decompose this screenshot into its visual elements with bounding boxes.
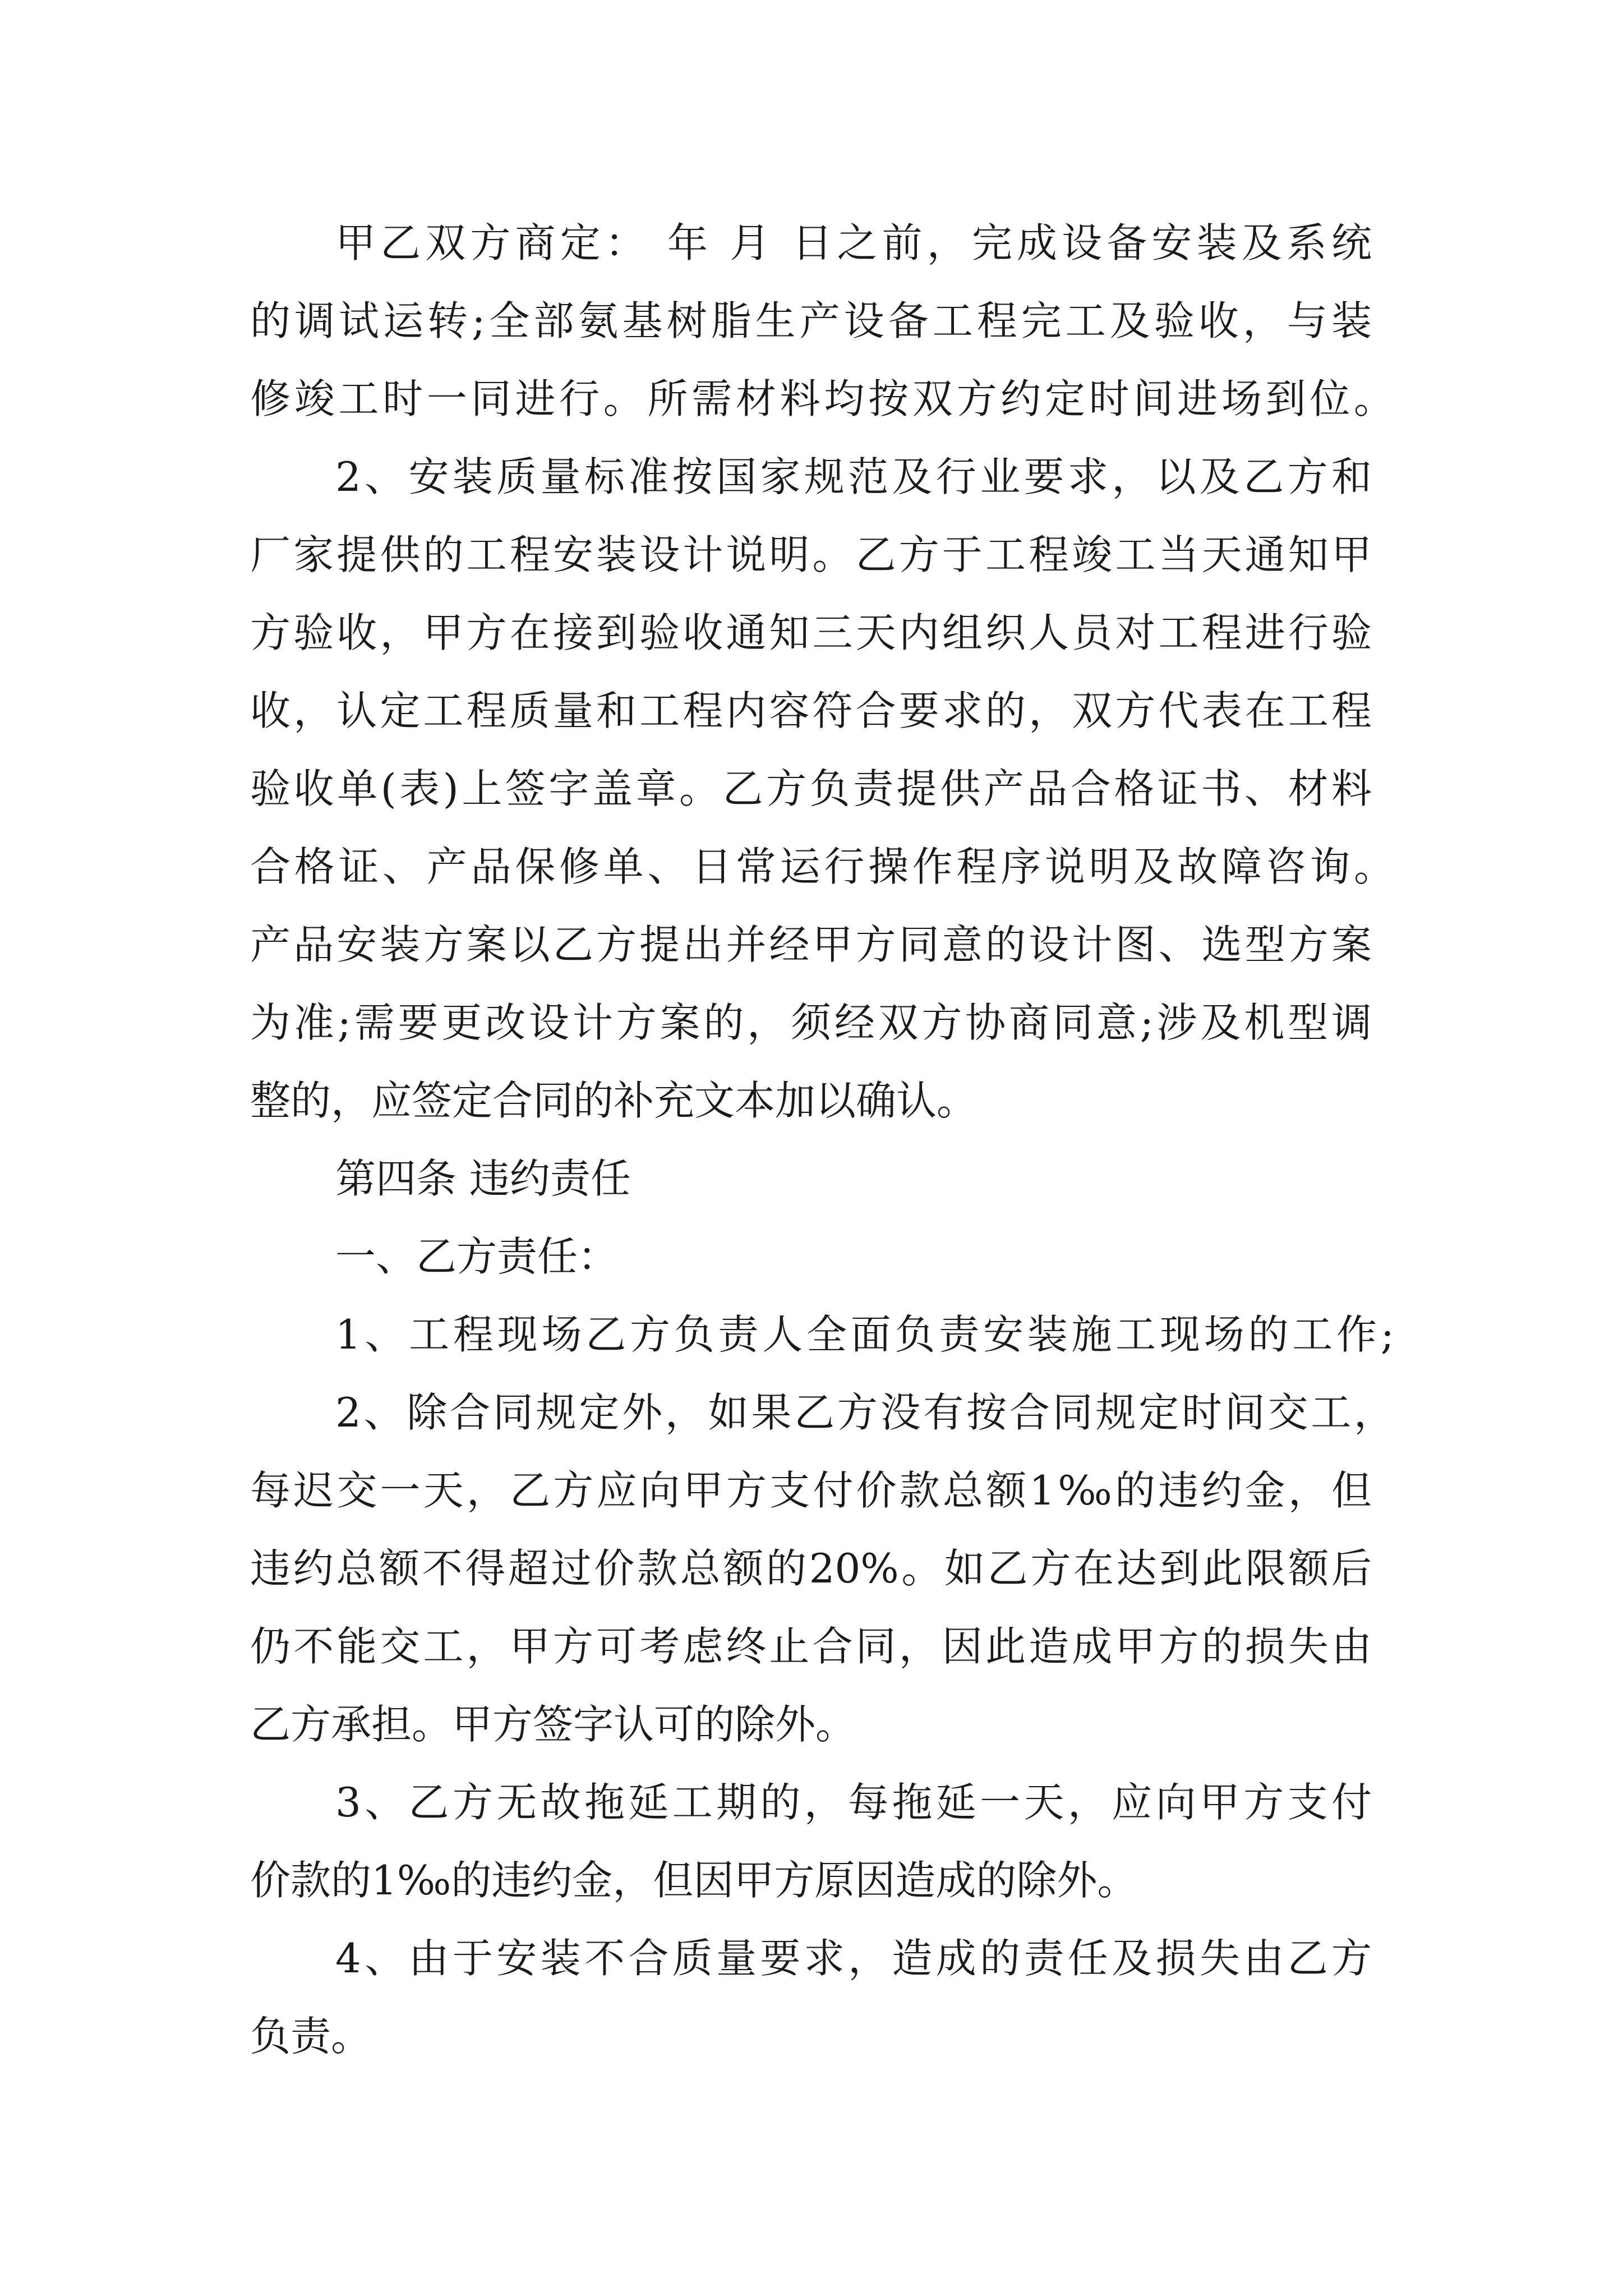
paragraph-line: 甲乙双方商定： 年 月 日之前，完成设备安装及系统 (335, 219, 1372, 266)
paragraph-line: 1、工程现场乙方负责人全面负责安装施工现场的工作; (335, 1311, 1394, 1358)
paragraph-line: 厂家提供的工程安装设计说明。乙方于工程竣工当天通知甲 (250, 531, 1372, 578)
paragraph-line: 产品安装方案以乙方提出并经甲方同意的设计图、选型方案 (250, 921, 1372, 968)
paragraph-line: 负责。 (250, 2013, 372, 2060)
paragraph-line: 整的，应签定合同的补充文本加以确认。 (250, 1077, 978, 1124)
paragraph-line: 合格证、产品保修单、日常运行操作程序说明及故障咨询。 (250, 843, 1394, 890)
paragraph-line: 违约总额不得超过价款总额的20%。如乙方在达到此限额后 (250, 1545, 1372, 1592)
paragraph-line: 修竣工时一同进行。所需材料均按双方约定时间进场到位。 (250, 375, 1394, 422)
paragraph-line: 价款的1‰的违约金，但因甲方原因造成的除外。 (250, 1857, 1138, 1904)
paragraph-line: 2、除合同规定外，如果乙方没有按合同规定时间交工， (335, 1389, 1394, 1436)
paragraph-line: 验收单(表)上签字盖章。乙方负责提供产品合格证书、材料 (250, 765, 1372, 812)
paragraph-line: 仍不能交工，甲方可考虑终止合同，因此造成甲方的损失由 (250, 1623, 1372, 1670)
paragraph-line: 收，认定工程质量和工程内容符合要求的，双方代表在工程 (250, 687, 1372, 734)
section-heading: 第四条 违约责任 (335, 1155, 631, 1202)
paragraph-line: 每迟交一天，乙方应向甲方支付价款总额1‰的违约金，但 (250, 1467, 1372, 1514)
paragraph-line: 乙方承担。甲方签字认可的除外。 (250, 1701, 856, 1748)
paragraph-line: 3、乙方无故拖延工期的，每拖延一天，应向甲方支付 (335, 1779, 1372, 1826)
paragraph-line: 4、由于安装不合质量要求，造成的责任及损失由乙方 (335, 1935, 1372, 1982)
paragraph-line: 2、安装质量标准按国家规范及行业要求，以及乙方和 (335, 453, 1372, 500)
subsection-heading: 一、乙方责任： (335, 1233, 619, 1280)
paragraph-line: 为准;需要更改设计方案的，须经双方协商同意;涉及机型调 (250, 999, 1372, 1046)
paragraph-line: 方验收，甲方在接到验收通知三天内组织人员对工程进行验 (250, 609, 1372, 656)
paragraph-line: 的调试运转;全部氨基树脂生产设备工程完工及验收，与装 (250, 297, 1372, 344)
